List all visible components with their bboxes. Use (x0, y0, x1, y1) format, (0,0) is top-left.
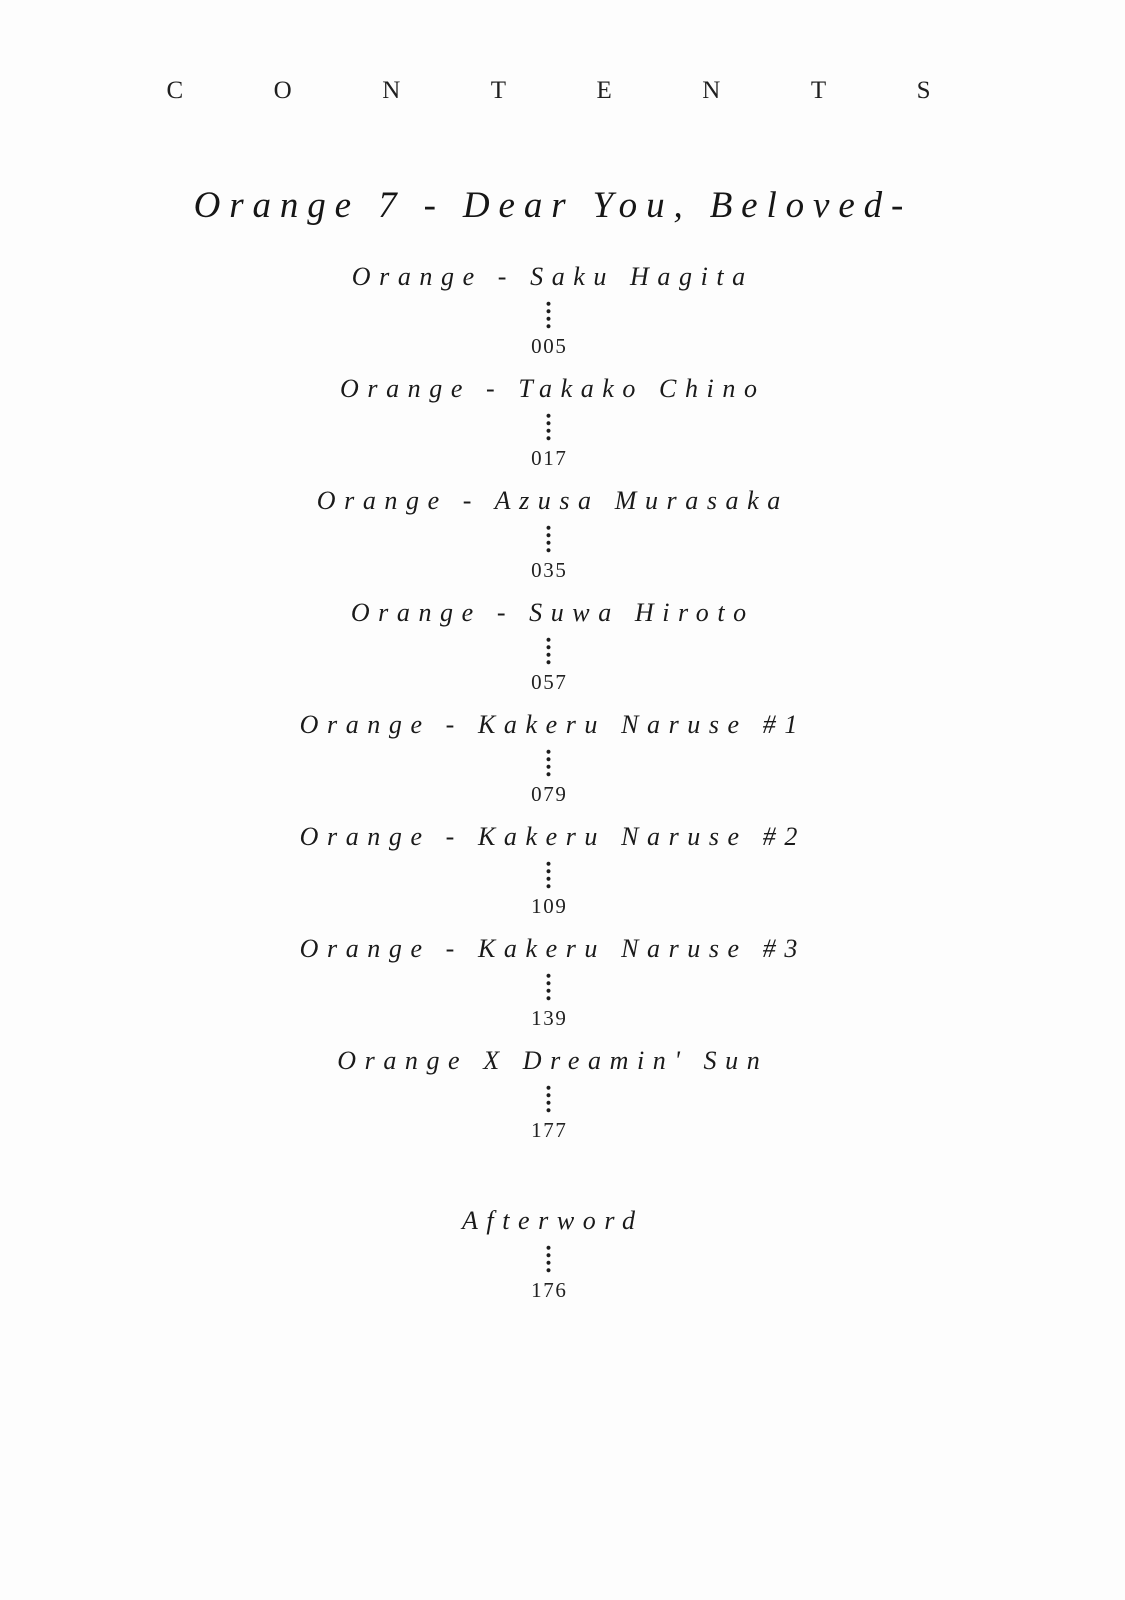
entry-title: Orange - Kakeru Naruse #3 (299, 934, 806, 963)
toc-entry (0, 934, 1111, 1030)
entry-title: Afterword (461, 1206, 644, 1235)
entry-title: Orange - Suwa Hiroto (350, 598, 755, 627)
toc-entry (0, 822, 1111, 918)
entry-page-number: 177 (531, 1118, 568, 1142)
entry-title: Orange - Kakeru Naruse #1 (299, 710, 806, 739)
dotted-leader (546, 748, 551, 778)
dotted-leader (546, 300, 551, 330)
dotted-leader (546, 524, 551, 554)
toc-entry (0, 598, 1111, 694)
volume-title: Orange 7 - Dear You, Beloved- (193, 185, 913, 226)
entry-title: Orange - Saku Hagita (351, 262, 754, 291)
toc-entry (0, 1206, 1111, 1302)
entry-page-number: 057 (531, 670, 568, 694)
entry-page-number: 005 (531, 334, 568, 358)
entry-page-number: 109 (531, 894, 568, 918)
entry-title: Orange - Azusa Murasaka (316, 486, 789, 515)
toc-entry (0, 710, 1111, 806)
dotted-leader (546, 1084, 551, 1114)
dotted-leader (546, 636, 551, 666)
entry-page-number: 017 (531, 446, 568, 470)
entry-title: Orange - Takako Chino (340, 374, 766, 403)
entry-page-number: 035 (531, 558, 568, 582)
dotted-leader (546, 860, 551, 890)
dotted-leader (546, 972, 551, 1002)
toc-entry (0, 374, 1111, 470)
entry-page-number: 176 (531, 1278, 568, 1302)
toc-entry (0, 1046, 1111, 1142)
dotted-leader (546, 1244, 551, 1274)
entry-title: Orange X Dreamin' Sun (337, 1046, 769, 1075)
toc-entry (0, 262, 1111, 358)
entry-title: Orange - Kakeru Naruse #2 (299, 822, 806, 851)
entry-page-number: 139 (531, 1006, 568, 1030)
dotted-leader (546, 412, 551, 442)
entry-page-number: 079 (531, 782, 568, 806)
toc-entry (0, 486, 1111, 582)
contents-header: CONTENTS (166, 77, 1022, 104)
